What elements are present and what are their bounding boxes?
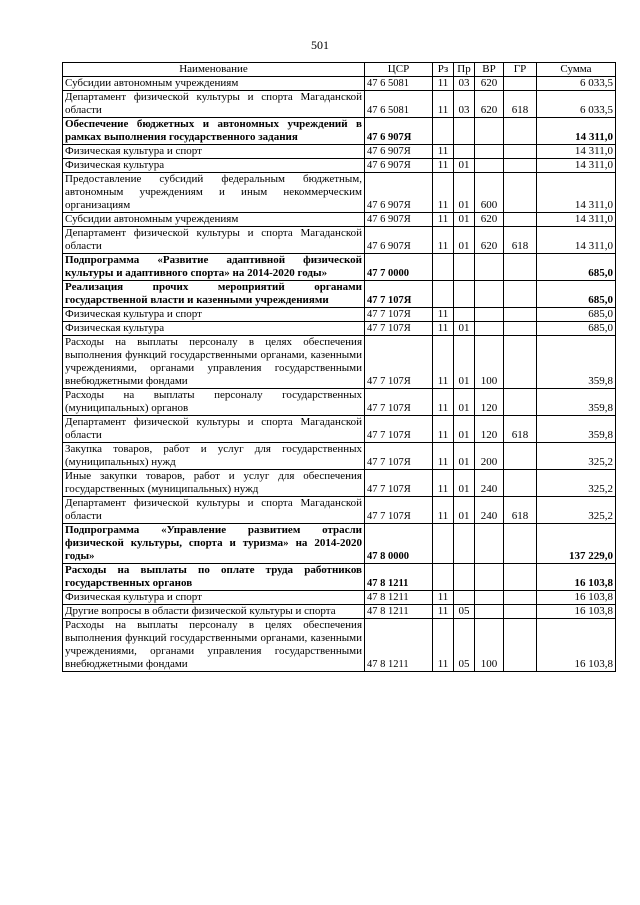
cell-csr: 47 7 107Я (365, 416, 433, 443)
cell-pr: 01 (454, 213, 475, 227)
cell-name: Подпрограмма «Развитие адаптивной физической культуры и адаптивного спорта» на 2014-2020 годы» (63, 254, 365, 281)
cell-pr: 01 (454, 227, 475, 254)
cell-sum: 16 103,8 (537, 619, 616, 672)
table-header-row (63, 63, 616, 77)
header-gr: ГР (504, 63, 537, 77)
cell-gr (504, 564, 537, 591)
cell-rz (433, 254, 454, 281)
table-row (63, 591, 616, 605)
cell-pr: 01 (454, 470, 475, 497)
cell-pr: 01 (454, 336, 475, 389)
cell-pr (454, 118, 475, 145)
cell-pr (454, 254, 475, 281)
cell-rz: 11 (433, 416, 454, 443)
cell-csr: 47 7 107Я (365, 336, 433, 389)
cell-sum: 16 103,8 (537, 564, 616, 591)
cell-sum: 14 311,0 (537, 227, 616, 254)
cell-name: Иные закупки товаров, работ и услуг для обеспечения государственных (муниципальных) нужд (63, 470, 365, 497)
cell-sum: 6 033,5 (537, 77, 616, 91)
cell-sum: 359,8 (537, 416, 616, 443)
cell-csr: 47 6 907Я (365, 118, 433, 145)
cell-rz: 11 (433, 227, 454, 254)
cell-vr (475, 145, 504, 159)
cell-pr (454, 524, 475, 564)
header-pr: Пр (454, 63, 475, 77)
cell-sum: 325,2 (537, 497, 616, 524)
cell-pr: 05 (454, 619, 475, 672)
table-row (63, 254, 616, 281)
cell-sum: 685,0 (537, 322, 616, 336)
cell-csr: 47 7 107Я (365, 389, 433, 416)
cell-rz (433, 118, 454, 145)
cell-csr: 47 6 5081 (365, 77, 433, 91)
cell-gr: 618 (504, 91, 537, 118)
cell-vr: 240 (475, 497, 504, 524)
cell-sum: 16 103,8 (537, 605, 616, 619)
cell-name: Субсидии автономным учреждениям (63, 77, 365, 91)
cell-vr (475, 281, 504, 308)
header-name: Наименование (63, 63, 365, 77)
cell-gr (504, 118, 537, 145)
cell-rz: 11 (433, 159, 454, 173)
cell-name: Расходы на выплаты персоналу в целях обеспечения выполнения функций государственными органами, казенными учреждениями, органами управления государственными внебюджетными фондами (63, 336, 365, 389)
cell-rz (433, 564, 454, 591)
cell-rz: 11 (433, 591, 454, 605)
cell-csr: 47 6 907Я (365, 213, 433, 227)
cell-name: Департамент физической культуры и спорта Магаданской области (63, 227, 365, 254)
cell-sum: 685,0 (537, 308, 616, 322)
cell-gr (504, 591, 537, 605)
table-row (63, 619, 616, 672)
header-sum: Сумма (537, 63, 616, 77)
cell-name: Физическая культура и спорт (63, 591, 365, 605)
page-number: 501 (311, 38, 329, 52)
cell-name: Расходы на выплаты персоналу государственных (муниципальных) органов (63, 389, 365, 416)
table-body (63, 77, 616, 672)
cell-sum: 137 229,0 (537, 524, 616, 564)
table-row (63, 159, 616, 173)
cell-gr (504, 470, 537, 497)
cell-name: Субсидии автономным учреждениям (63, 213, 365, 227)
cell-rz: 11 (433, 322, 454, 336)
cell-gr (504, 308, 537, 322)
cell-name: Физическая культура (63, 322, 365, 336)
cell-gr (504, 524, 537, 564)
table-row (63, 564, 616, 591)
cell-gr (504, 389, 537, 416)
cell-rz: 11 (433, 605, 454, 619)
cell-sum: 14 311,0 (537, 213, 616, 227)
table-row (63, 470, 616, 497)
cell-sum: 359,8 (537, 389, 616, 416)
cell-vr: 620 (475, 77, 504, 91)
table-row (63, 416, 616, 443)
cell-name: Закупка товаров, работ и услуг для государственных (муниципальных) нужд (63, 443, 365, 470)
table-row (63, 389, 616, 416)
cell-name: Расходы на выплаты по оплате труда работников государственных органов (63, 564, 365, 591)
cell-gr (504, 159, 537, 173)
cell-vr (475, 254, 504, 281)
cell-sum: 16 103,8 (537, 591, 616, 605)
cell-vr (475, 524, 504, 564)
cell-vr: 100 (475, 619, 504, 672)
cell-vr (475, 308, 504, 322)
cell-vr (475, 118, 504, 145)
cell-gr: 618 (504, 227, 537, 254)
cell-vr (475, 591, 504, 605)
header-csr: ЦСР (365, 63, 433, 77)
cell-sum: 14 311,0 (537, 118, 616, 145)
cell-csr: 47 7 107Я (365, 322, 433, 336)
cell-rz: 11 (433, 389, 454, 416)
cell-sum: 685,0 (537, 254, 616, 281)
cell-name: Департамент физической культуры и спорта Магаданской области (63, 91, 365, 118)
table-row (63, 308, 616, 322)
cell-name: Департамент физической культуры и спорта Магаданской области (63, 416, 365, 443)
cell-gr (504, 213, 537, 227)
cell-name: Обеспечение бюджетных и автономных учреждений в рамках выполнения государственного задания (63, 118, 365, 145)
cell-csr: 47 8 1211 (365, 605, 433, 619)
cell-sum: 325,2 (537, 443, 616, 470)
table-row (63, 605, 616, 619)
table-row (63, 77, 616, 91)
cell-name: Физическая культура (63, 159, 365, 173)
cell-gr (504, 605, 537, 619)
cell-name: Физическая культура и спорт (63, 145, 365, 159)
table-row (63, 281, 616, 308)
cell-gr: 618 (504, 416, 537, 443)
cell-sum: 14 311,0 (537, 145, 616, 159)
cell-gr (504, 254, 537, 281)
header-vr: ВР (475, 63, 504, 77)
table-row (63, 227, 616, 254)
cell-vr (475, 564, 504, 591)
cell-gr (504, 145, 537, 159)
cell-sum: 14 311,0 (537, 173, 616, 213)
cell-csr: 47 7 107Я (365, 443, 433, 470)
cell-pr (454, 281, 475, 308)
cell-csr: 47 7 0000 (365, 254, 433, 281)
cell-pr (454, 564, 475, 591)
table-row (63, 145, 616, 159)
cell-vr: 120 (475, 416, 504, 443)
cell-gr: 618 (504, 497, 537, 524)
table-row (63, 443, 616, 470)
table-row (63, 118, 616, 145)
cell-name: Предоставление субсидий федеральным бюджетным, автономным учреждениям и иным некоммерческим организациям (63, 173, 365, 213)
cell-name: Другие вопросы в области физической культуры и спорта (63, 605, 365, 619)
cell-gr (504, 173, 537, 213)
cell-rz: 11 (433, 173, 454, 213)
cell-csr: 47 8 1211 (365, 564, 433, 591)
cell-vr: 620 (475, 227, 504, 254)
table-row (63, 322, 616, 336)
cell-pr: 01 (454, 389, 475, 416)
table-row (63, 213, 616, 227)
cell-rz: 11 (433, 619, 454, 672)
cell-pr: 01 (454, 443, 475, 470)
cell-csr: 47 6 907Я (365, 227, 433, 254)
cell-pr: 01 (454, 159, 475, 173)
cell-pr (454, 308, 475, 322)
cell-rz: 11 (433, 91, 454, 118)
cell-pr: 03 (454, 77, 475, 91)
cell-rz: 11 (433, 145, 454, 159)
cell-vr (475, 322, 504, 336)
cell-vr: 600 (475, 173, 504, 213)
cell-csr: 47 8 1211 (365, 619, 433, 672)
cell-pr: 01 (454, 173, 475, 213)
cell-csr: 47 8 0000 (365, 524, 433, 564)
cell-name: Расходы на выплаты персоналу в целях обеспечения выполнения функций государственными органами, казенными учреждениями, органами управления государственными внебюджетными фондами (63, 619, 365, 672)
cell-sum: 325,2 (537, 470, 616, 497)
cell-csr: 47 6 907Я (365, 173, 433, 213)
cell-gr (504, 619, 537, 672)
cell-rz: 11 (433, 77, 454, 91)
cell-csr: 47 6 5081 (365, 91, 433, 118)
cell-sum: 6 033,5 (537, 91, 616, 118)
cell-gr (504, 443, 537, 470)
budget-table (62, 62, 616, 672)
cell-gr (504, 336, 537, 389)
cell-pr (454, 591, 475, 605)
cell-vr: 100 (475, 336, 504, 389)
table-row (63, 91, 616, 118)
cell-name: Физическая культура и спорт (63, 308, 365, 322)
cell-name: Департамент физической культуры и спорта Магаданской области (63, 497, 365, 524)
cell-pr (454, 145, 475, 159)
cell-rz (433, 524, 454, 564)
cell-pr: 01 (454, 322, 475, 336)
cell-sum: 359,8 (537, 336, 616, 389)
cell-rz (433, 281, 454, 308)
table-row (63, 173, 616, 213)
cell-vr: 120 (475, 389, 504, 416)
cell-name: Реализация прочих мероприятий органами государственной власти и казенными учреждениями (63, 281, 365, 308)
cell-vr: 620 (475, 213, 504, 227)
cell-csr: 47 7 107Я (365, 497, 433, 524)
cell-rz: 11 (433, 336, 454, 389)
cell-vr: 200 (475, 443, 504, 470)
cell-pr: 01 (454, 416, 475, 443)
cell-csr: 47 7 107Я (365, 281, 433, 308)
cell-rz: 11 (433, 497, 454, 524)
table-row (63, 524, 616, 564)
cell-csr: 47 8 1211 (365, 591, 433, 605)
cell-vr (475, 605, 504, 619)
cell-csr: 47 7 107Я (365, 308, 433, 322)
cell-vr (475, 159, 504, 173)
cell-gr (504, 322, 537, 336)
cell-name: Подпрограмма «Управление развитием отрасли физической культуры, спорта и туризма» на 2014-2020 годы» (63, 524, 365, 564)
cell-sum: 685,0 (537, 281, 616, 308)
cell-csr: 47 6 907Я (365, 145, 433, 159)
cell-csr: 47 6 907Я (365, 159, 433, 173)
cell-csr: 47 7 107Я (365, 470, 433, 497)
cell-gr (504, 281, 537, 308)
cell-rz: 11 (433, 213, 454, 227)
cell-rz: 11 (433, 308, 454, 322)
cell-rz: 11 (433, 470, 454, 497)
header-rz: Рз (433, 63, 454, 77)
table-row (63, 336, 616, 389)
cell-pr: 03 (454, 91, 475, 118)
cell-gr (504, 77, 537, 91)
cell-vr: 620 (475, 91, 504, 118)
cell-sum: 14 311,0 (537, 159, 616, 173)
cell-pr: 01 (454, 497, 475, 524)
cell-rz: 11 (433, 443, 454, 470)
table-row (63, 497, 616, 524)
cell-pr: 05 (454, 605, 475, 619)
cell-vr: 240 (475, 470, 504, 497)
